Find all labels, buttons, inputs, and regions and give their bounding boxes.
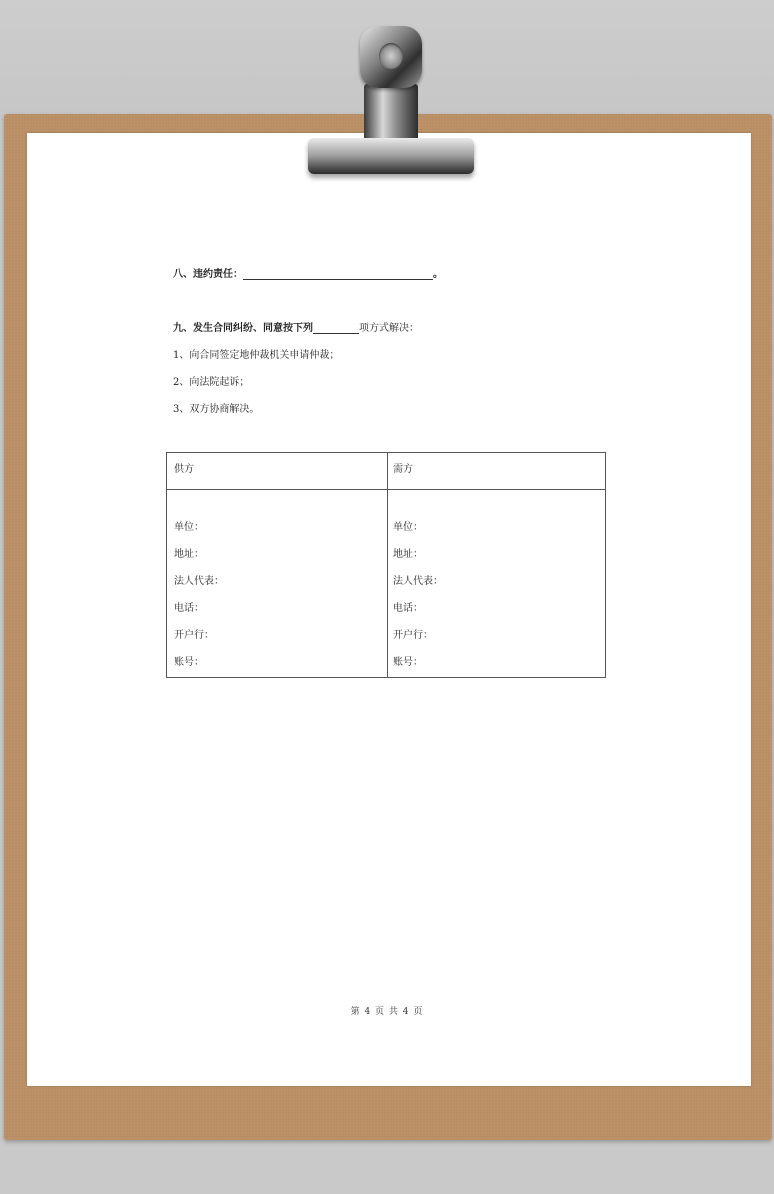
binder-clip-icon <box>300 26 480 181</box>
table-divider-horizontal <box>167 489 605 490</box>
supplier-field-legal-rep: 法人代表： <box>174 576 224 587</box>
supplier-field-unit: 单位： <box>174 522 204 533</box>
buyer-field-address: 地址： <box>393 549 423 560</box>
table-divider-vertical <box>387 453 388 677</box>
section-9-blank[interactable] <box>313 323 359 334</box>
clip-bar <box>308 138 474 174</box>
buyer-field-phone: 电话： <box>393 603 423 614</box>
buyer-header: 需方 <box>393 464 413 475</box>
section-8-suffix: 。 <box>433 269 443 280</box>
supplier-field-address: 地址： <box>174 549 204 560</box>
page-footer: 第 4 页 共 4 页 <box>350 1007 424 1017</box>
section-9-dispute <box>173 319 419 334</box>
section-8-blank[interactable] <box>243 269 433 280</box>
clip-neck <box>364 84 418 146</box>
supplier-field-phone: 电话： <box>174 603 204 614</box>
section-8-breach-liability <box>173 265 443 280</box>
section-9-option-1: 1、向合同签定地仲裁机关申请仲裁； <box>173 350 340 361</box>
section-9-suffix: 项方式解决： <box>359 323 419 334</box>
supplier-field-account: 账号： <box>174 657 204 668</box>
section-9-option-3: 3、双方协商解决。 <box>173 404 260 415</box>
section-9-prefix: 九、发生合同纠纷、同意按下列 <box>173 323 313 334</box>
buyer-field-legal-rep: 法人代表： <box>393 576 443 587</box>
clip-ring <box>360 26 422 88</box>
buyer-field-bank: 开户行： <box>393 630 433 641</box>
supplier-field-bank: 开户行： <box>174 630 214 641</box>
signature-table <box>166 452 606 678</box>
supplier-header: 供方 <box>174 464 194 475</box>
buyer-field-account: 账号： <box>393 657 423 668</box>
section-8-label: 八、违约责任： <box>173 269 243 280</box>
buyer-field-unit: 单位： <box>393 522 423 533</box>
section-9-option-2: 2、向法院起诉； <box>173 377 250 388</box>
